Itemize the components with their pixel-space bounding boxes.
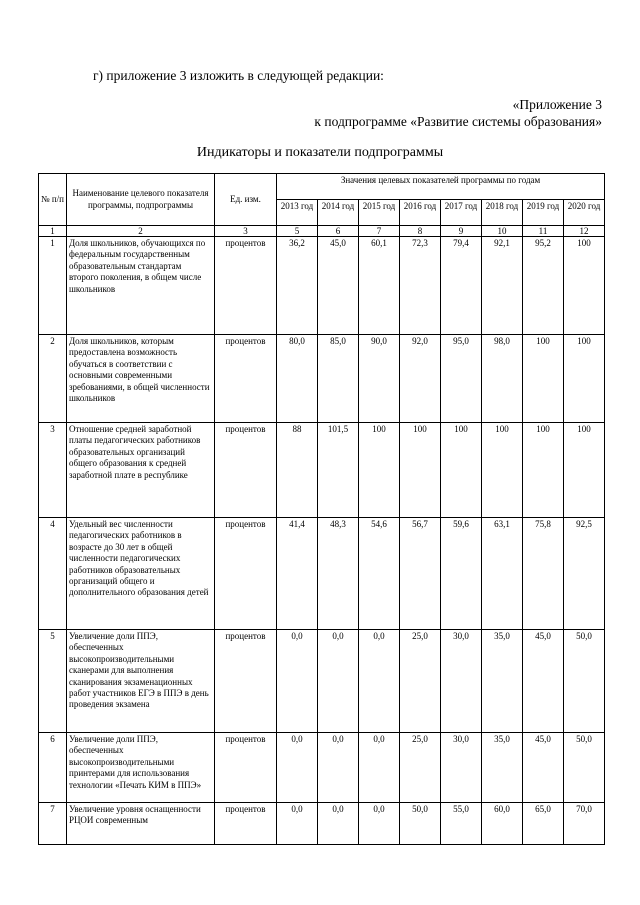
row-value: 0,0 <box>277 733 318 803</box>
row-value: 100 <box>523 423 564 518</box>
row-value: 100 <box>482 423 523 518</box>
row-value: 0,0 <box>318 803 359 845</box>
column-number: 3 <box>215 226 277 237</box>
row-value: 0,0 <box>277 630 318 733</box>
row-value: 90,0 <box>359 335 400 423</box>
row-value: 92,1 <box>482 237 523 335</box>
row-value: 70,0 <box>564 803 605 845</box>
row-value: 0,0 <box>318 630 359 733</box>
row-unit: процентов <box>215 237 277 335</box>
table-row <box>39 803 605 845</box>
appendix-heading <box>314 96 602 130</box>
table-row <box>39 335 605 423</box>
header-year: 2015 год <box>359 200 400 226</box>
row-value: 100 <box>564 237 605 335</box>
row-value: 30,0 <box>441 733 482 803</box>
row-name: Доля школьников, которым предоставлена возможность обучаться в соответствии с основными современными зребованиями, в общей численности школьников <box>67 335 215 423</box>
row-value: 54,6 <box>359 518 400 630</box>
row-value: 36,2 <box>277 237 318 335</box>
row-value: 50,0 <box>564 630 605 733</box>
row-value: 95,2 <box>523 237 564 335</box>
column-number: 12 <box>564 226 605 237</box>
row-value: 0,0 <box>359 803 400 845</box>
row-name: Увеличение доли ППЭ, обеспеченных высокопроизводительными сканерами для выполнения сканирования экзаменационных работ участников ЕГЭ в ППЭ в день проведения экзамена <box>67 630 215 733</box>
row-num: 7 <box>39 803 67 845</box>
row-value: 88 <box>277 423 318 518</box>
row-value: 63,1 <box>482 518 523 630</box>
row-value: 0,0 <box>277 803 318 845</box>
header-year: 2020 год <box>564 200 605 226</box>
header-year: 2014 год <box>318 200 359 226</box>
row-value: 59,6 <box>441 518 482 630</box>
row-num: 5 <box>39 630 67 733</box>
header-year: 2018 год <box>482 200 523 226</box>
row-value: 0,0 <box>318 733 359 803</box>
row-value: 45,0 <box>523 630 564 733</box>
row-value: 98,0 <box>482 335 523 423</box>
row-value: 45,0 <box>523 733 564 803</box>
row-value: 0,0 <box>359 630 400 733</box>
column-number: 7 <box>359 226 400 237</box>
header-year: 2019 год <box>523 200 564 226</box>
table-row <box>39 630 605 733</box>
row-value: 50,0 <box>564 733 605 803</box>
row-value: 60,1 <box>359 237 400 335</box>
appendix-line-2: к подпрограмме «Развитие системы образования» <box>314 114 602 129</box>
row-value: 95,0 <box>441 335 482 423</box>
column-number: 6 <box>318 226 359 237</box>
row-value: 35,0 <box>482 733 523 803</box>
row-value: 35,0 <box>482 630 523 733</box>
row-value: 100 <box>400 423 441 518</box>
row-name: Доля школьников, обучающихся по федеральным государственным образовательным стандартам второго поколения, в общем числе школьников <box>67 237 215 335</box>
row-value: 25,0 <box>400 733 441 803</box>
row-unit: процентов <box>215 630 277 733</box>
row-unit: процентов <box>215 733 277 803</box>
row-unit: процентов <box>215 518 277 630</box>
column-number: 10 <box>482 226 523 237</box>
row-value: 25,0 <box>400 630 441 733</box>
row-name: Отношение средней заработной платы педагогических работников образовательных организаций общего образования к средней заработной плате в республике <box>67 423 215 518</box>
row-value: 101,5 <box>318 423 359 518</box>
header-name: Наименование целевого показателя программы, подпрограммы <box>67 174 215 226</box>
row-value: 79,4 <box>441 237 482 335</box>
row-value: 45,0 <box>318 237 359 335</box>
table-row <box>39 518 605 630</box>
intro-text: г) приложение 3 изложить в следующей редакции: <box>93 68 384 83</box>
row-num: 2 <box>39 335 67 423</box>
indicators-table <box>38 173 605 845</box>
row-unit: процентов <box>215 423 277 518</box>
table-row <box>39 423 605 518</box>
row-value: 72,3 <box>400 237 441 335</box>
header-unit: Ед. изм. <box>215 174 277 226</box>
row-value: 92,0 <box>400 335 441 423</box>
row-value: 85,0 <box>318 335 359 423</box>
row-name: Удельный вес численности педагогических работников в возрасте до 30 лет в общей численности педагогических работников образовательных организаций общего и дополнительного образования детей <box>67 518 215 630</box>
row-value: 92,5 <box>564 518 605 630</box>
row-name: Увеличение уровня оснащенности РЦОИ современным <box>67 803 215 845</box>
table-row <box>39 733 605 803</box>
row-value: 100 <box>564 335 605 423</box>
header-num: № п/п <box>39 174 67 226</box>
row-unit: процентов <box>215 803 277 845</box>
row-value: 100 <box>564 423 605 518</box>
column-number: 5 <box>277 226 318 237</box>
column-number: 11 <box>523 226 564 237</box>
column-number: 2 <box>67 226 215 237</box>
row-value: 65,0 <box>523 803 564 845</box>
row-value: 56,7 <box>400 518 441 630</box>
row-value: 50,0 <box>400 803 441 845</box>
header-year: 2017 год <box>441 200 482 226</box>
row-unit: процентов <box>215 335 277 423</box>
column-number: 1 <box>39 226 67 237</box>
row-value: 100 <box>441 423 482 518</box>
row-num: 4 <box>39 518 67 630</box>
row-num: 1 <box>39 237 67 335</box>
row-value: 60,0 <box>482 803 523 845</box>
header-year: 2016 год <box>400 200 441 226</box>
header-year: 2013 год <box>277 200 318 226</box>
appendix-line-1: «Приложение 3 <box>512 97 602 112</box>
row-value: 80,0 <box>277 335 318 423</box>
row-value: 0,0 <box>359 733 400 803</box>
table-row <box>39 237 605 335</box>
column-number: 9 <box>441 226 482 237</box>
row-value: 30,0 <box>441 630 482 733</box>
row-num: 6 <box>39 733 67 803</box>
row-value: 100 <box>359 423 400 518</box>
row-value: 48,3 <box>318 518 359 630</box>
row-name: Увеличение доли ППЭ, обеспеченных высокопроизводительными принтерами для использования технологии «Печать КИМ в ППЭ» <box>67 733 215 803</box>
row-num: 3 <box>39 423 67 518</box>
row-value: 75,8 <box>523 518 564 630</box>
row-value: 100 <box>523 335 564 423</box>
header-values-group: Значения целевых показателей программы по годам <box>277 174 605 200</box>
document-title: Индикаторы и показатели подпрограммы <box>196 145 444 160</box>
row-value: 41,4 <box>277 518 318 630</box>
row-value: 55,0 <box>441 803 482 845</box>
column-number: 8 <box>400 226 441 237</box>
